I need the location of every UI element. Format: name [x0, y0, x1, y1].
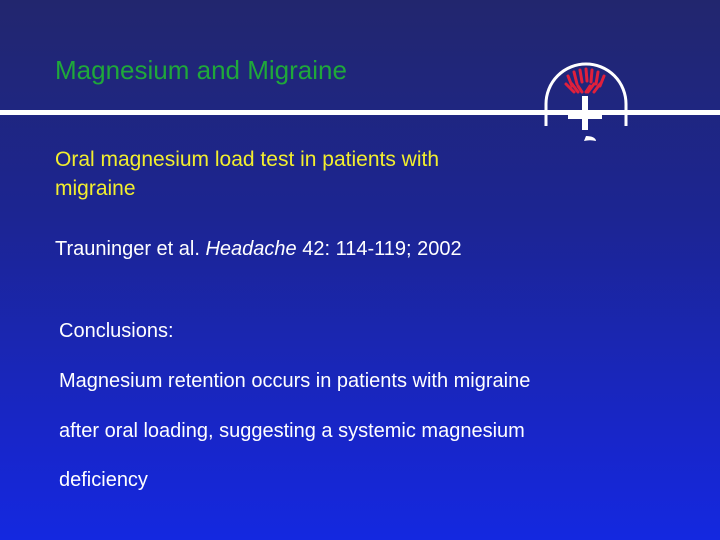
conclusion-line-1: Magnesium retention occurs in patients with migraine [59, 370, 531, 392]
slide-title: Magnesium and Migraine [55, 55, 347, 85]
conclusions-heading: Conclusions: [59, 320, 174, 342]
institution-crest-icon [538, 56, 634, 150]
citation [55, 238, 462, 261]
citation-authors: Trauninger et al. [55, 238, 200, 260]
title-divider [0, 110, 720, 115]
slide-subtitle: Oral magnesium load test in patients with migraine [55, 148, 440, 200]
citation-reference: 42: 114-119; 2002 [302, 238, 462, 260]
citation-journal: Headache [205, 238, 297, 260]
conclusion-line-3: deficiency [59, 469, 148, 491]
conclusion-line-2: after oral loading, suggesting a systemic magnesium [59, 420, 525, 442]
